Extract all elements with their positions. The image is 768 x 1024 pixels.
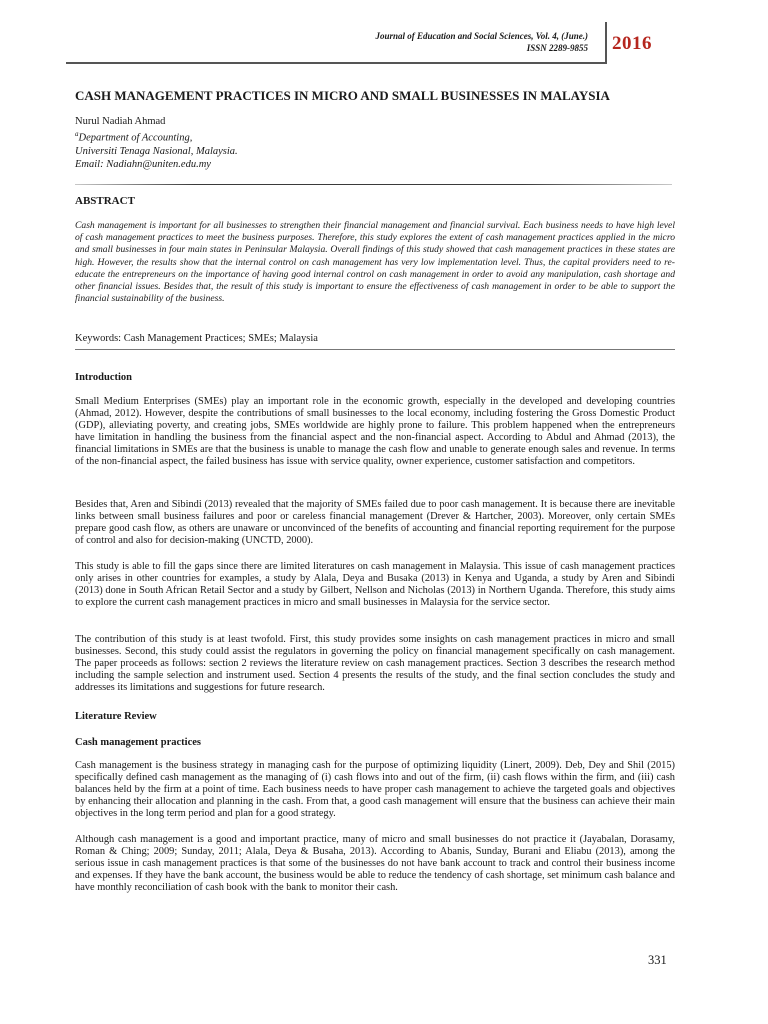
abstract-heading: ABSTRACT [75, 195, 135, 207]
intro-paragraph-2: Besides that, Aren and Sibindi (2013) revealed that the majority of SMEs failed due to poor cash management. It is because there are inevitable links between small business failures and poor or careless financial management (Drever & Hartcher, 2003). Moreover, only certain SMEs prepare good cash flow, as others are unaware or unconvinced of the benefits of accounting and financial reporting requirement for the purpose of control and also for decision-making (UNCTD, 2000). [75, 499, 675, 547]
page-number: 331 [648, 953, 667, 967]
author-affiliation [75, 128, 238, 171]
abstract-text: Cash management is important for all businesses to strengthen their financial management and financial survival. Each business needs to have high level of cash management practices to meet the business purposes. Therefore, this study explores the extent of cash management practices applied in the micro and small businesses in four main states in Peninsular Malaysia. Overall findings of this study showed that cash management practices in these states are high. However, the results show that the internal control on cash management has very low implementation level. Thus, the capital providers need to re-educate the entrepreneurs on the importance of having good internal control on cash management in order to avoid any manipulation, cash shortage and other financial issues. Besides that, the result of this study is important to ensure the effectiveness of cash management in order to be able to support the financial sustainability of the business. [75, 220, 675, 305]
keywords-separator [75, 349, 675, 350]
publication-year: 2016 [612, 33, 652, 54]
paper-title: CASH MANAGEMENT PRACTICES IN MICRO AND SMALL BUSINESSES IN MALAYSIA [75, 88, 610, 103]
author-email: Email: Nadiahn@uniten.edu.my [75, 158, 211, 170]
affiliation-marker: a [75, 130, 79, 138]
issn-line: ISSN 2289-9855 [526, 43, 588, 53]
journal-line: Journal of Education and Social Sciences, Vol. 4, (June.) [375, 31, 588, 41]
intro-paragraph-4: The contribution of this study is at least twofold. First, this study provides some insights on cash management practices in micro and small businesses. Second, this study could assist the regulators in governing the policy on financial management specifically on cash management. The paper proceeds as follows: section 2 reviews the literature review on cash management practices. Section 3 describes the research method including the sample selection and instrument used. Section 4 presents the results of the study, and the final section concludes the study and addresses its limitations and suggestions for future research. [75, 634, 675, 694]
keywords: Keywords: Cash Management Practices; SMEs; Malaysia [75, 333, 318, 344]
header-vertical-rule [605, 22, 607, 64]
header-rule [66, 62, 606, 64]
author-name: Nurul Nadiah Ahmad [75, 116, 166, 127]
literature-paragraph-1: Cash management is the business strategy in managing cash for the purpose of optimizing liquidity (Linert, 2009). Deb, Dey and Shil (2015) specifically defined cash management as the managing of (i) cash flows into and out of the firm, (ii) cash flows within the firm, and (iii) cash balances held by the firm at a point of time. Each business needs to have proper cash management to achieve the targeted goals and objectives by enhancing their allocation and planning in the cash. From that, a good cash management will ensure that the business can achieve their main objectives in the long term period and plan for a good strategy. [75, 760, 675, 820]
university: Universiti Tenaga Nasional, Malaysia. [75, 145, 238, 157]
intro-paragraph-1: Small Medium Enterprises (SMEs) play an important role in the economic growth, especially in the developed and developing countries (Ahmad, 2012). However, despite the contributions of small businesses to the local economy, including fostering the Gross Domestic Product (GDP), alleviating poverty, and creating jobs, SMEs worldwide are highly prone to failure. This problem happened when the entrepreneurs have limitation in handling the business from the financial aspect and the non-financial aspect. According to Abdul and Ahmad (2013), the financial limitations in SMEs are that the business is unable to manage the cash flow and unable to generate enough sales and revenue. In terms of the non-financial aspect, the failed business has issue with service quality, owner experience, customer satisfaction and competitors. [75, 396, 675, 468]
introduction-heading: Introduction [75, 372, 132, 383]
literature-paragraph-2: Although cash management is a good and important practice, many of micro and small businesses do not practice it (Jayabalan, Dorasamy, Roman & Ching; 2009; Sunday, 2011; Alala, Deya & Busaha, 2013). According to Abanis, Sunday, Burani and Eliabu (2013), among the serious issue in cash management practices is that some of the businesses do not have bank account to track and control their business income and expenses. If they have the bank account, the business would be able to reduce the tendency of cash shortage, set minimum cash balance and have monthly reconciliation of cash book with the bank to monitor their cash. [75, 834, 675, 894]
journal-citation [375, 30, 588, 54]
cash-management-subheading: Cash management practices [75, 737, 201, 748]
department: Department of Accounting, [78, 132, 193, 144]
abstract-separator [75, 184, 672, 185]
literature-review-heading: Literature Review [75, 711, 157, 722]
intro-paragraph-3: This study is able to fill the gaps since there are limited literatures on cash management in Malaysia. This issue of cash management practices only arises in other countries for examples, a study by Alala, Deya and Busaka (2013) in Kenya and Uganda, a study by Aren and Sibindi (2013) done in South African Retail Sector and a study by Gilbert, Nellson and Nicholas (2013) in Northern Uganda. Therefore, this study aims to explore the current cash management practices in micro and small businesses in Malaysia for the service sector. [75, 561, 675, 609]
